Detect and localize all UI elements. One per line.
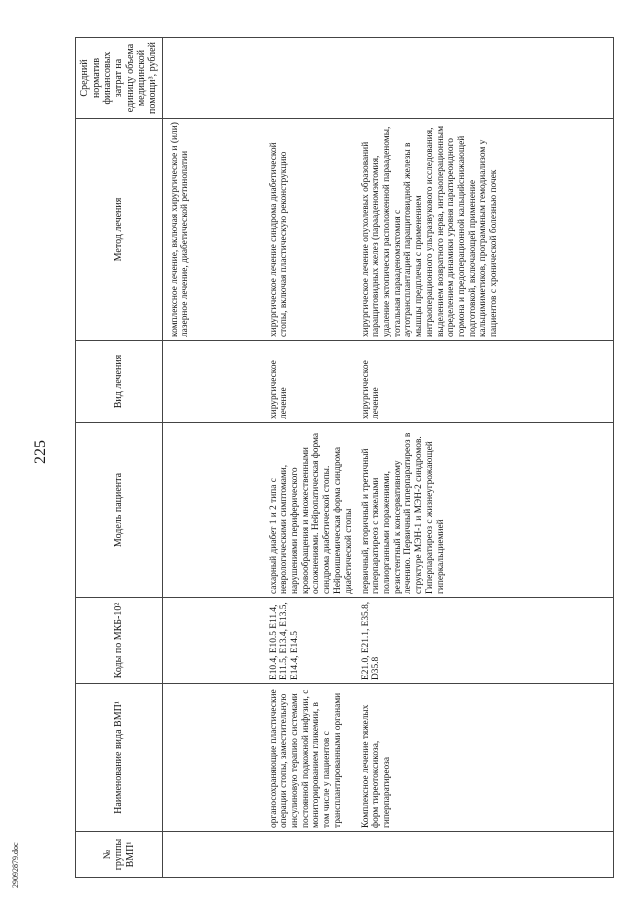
cell-method: комплексное лечение, включая хирургическое и (или) лазерное лечение, диабетической ретинопатии [168,119,267,341]
cell-treatment: хирургическое лечение [359,341,614,423]
cell-name: органосохраняющие пластические операции стопы, заместительную инсулиновую терапию системами постоянной подкожной инфузии, с мониторированием гликемии, в том числе у пациентов с трансплантированными органами [267,684,359,832]
cell-cost [359,38,614,119]
cell-group [267,832,359,878]
cell-cost [168,38,267,119]
cell-group [359,832,614,878]
cell-codes: E21.0, E21.1, E35.8, D35.8 [359,598,614,684]
cell-cost [267,38,359,119]
header-patient-model: Модель пациента [76,423,163,598]
cell-method: хирургическое лечение синдрома диабетической стопы, включая пластическую реконструкцию [267,119,359,341]
cell-method: хирургическое лечение опухолевых образований паращитовидных желез (парааденомэктомия, удаление эктопически расположенной парааденомы, тотальная парааденомэктомия с аутотрансплантацией паращитовидной железы в мышцы предплечья с применением интраоперационного ультразвукового исследования, выделением возвратного нерва, интраоперационным определением динамики уровня паратиреоидного гормона и предоперационной кальцийснижающей подготовкой, включающей применение кальцимиметиков, программным гемодиализом у пациентов с хронической болезнью почек [359,119,614,341]
cell-group [168,832,267,878]
vmp-table [75,37,614,878]
footer-document-id: 29092879.doc [11,842,20,888]
header-cost-norm: Средний норматив финансовых затрат на единицу объема медицинской помощи³, рублей [76,38,163,119]
header-group-number: № группы ВМП¹ [76,832,163,878]
cell-model: первичный, вторичный и третичный гиперпаратиреоз с тяжелыми полиорганными поражениями, резистентный к консервативному лечению. Первичный гиперпаратиреоз в структуре МЭН-1 и МЭН-2 синдромов. Гиперпаратиреоз с жизнеугрожающей гиперкальциемией [359,423,614,598]
table-header-row [76,38,163,878]
table-row [267,38,359,878]
cell-codes [168,598,267,684]
cell-treatment [168,341,267,423]
rotated-table-wrapper [75,38,605,878]
cell-name [168,684,267,832]
header-treatment-type: Вид лечения [76,341,163,423]
cell-codes: E10.4, E10.5 E11.4, E11.5, E13.4, E13.5, E14.4, E14.5 [267,598,359,684]
header-treatment-method: Метод лечения [76,119,163,341]
table-row [168,38,267,878]
header-icd-codes: Коды по МКБ-10² [76,598,163,684]
header-vmp-name: Наименование вида ВМП¹ [76,684,163,832]
table-row [359,38,614,878]
page-number: 225 [32,440,49,464]
cell-model: сахарный диабет 1 и 2 типа с неврологическими симптомами, нарушениями периферического кровообращения и множественными осложнениями. Нейропатическая форма синдрома диабетической стопы. Нейроишемическая форма синдрома диабетической стопы [267,423,359,598]
cell-treatment: хирургическое лечение [267,341,359,423]
cell-name: Комплексное лечение тяжелых форм тиреотоксикоза, гиперпаратиреоза [359,684,614,832]
cell-model [168,423,267,598]
